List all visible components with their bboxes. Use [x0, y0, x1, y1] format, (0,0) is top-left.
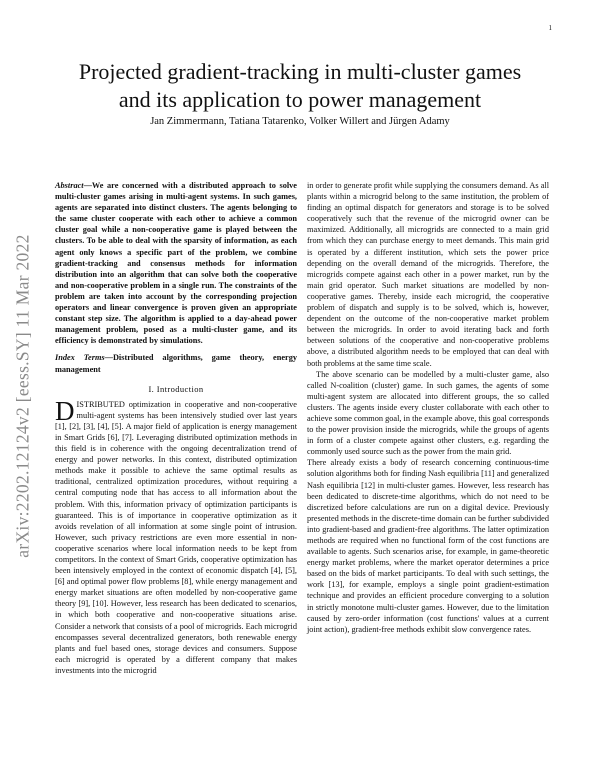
abstract-text: —We are concerned with a distributed approach to solve multi-cluster games arising in multi-agent systems. In such games, agents are separated into distinct clusters. The agents belonging to the same cluster cooperate with each other to achieve a common cluster goal while a non-cooperative game is played between the clusters. To be able to deal with the sparsity of information, as each agent only knows a specific part of the problem, we combine gradient-tracking and consensus methods for information distribution into an algorithm that can solve both the cooperative and non-cooperative problem in a single run. The constraints of the problem are taken into account by the corresponding projection operators and linear convergence is proven given an appropriate constant step size. The algorithm is applied to a day-ahead power management problem, posed as a multi-cluster game, and its efficiency is demonstrated by simulations.: [55, 181, 297, 346]
index-terms-text: —Distributed algorithms, game theory, energy management: [55, 353, 297, 374]
abstract-label: Abstract: [55, 181, 84, 190]
authors: Jan Zimmermann, Tatiana Tatarenko, Volker Willert and Jürgen Adamy: [150, 116, 450, 127]
left-column: [55, 180, 297, 676]
right-paragraph-3: There already exists a body of research concerning continuous-time solution algorithms both for finding Nash equilibria [11] and generalized Nash equilibria [12] in multi-cluster games. However, less research has been dedicated to discrete-time algorithms, which do not need to be discretized before calculations are run on a digital device. Previously presented methods in the discrete-time domain can be further subdivided into gradient-based and gradient-free algorithms. The latter optimization methods are required when no functional form of the cost functions are available to agents. Such scenarios arise, for example, in game-theoretic energy market problems, where the market operator determines a price based on the bids of market participants. To deal with such settings, the work [13], for example, employs a single point gradient-estimation technique and provides an efficient procedure converging to a solution in strictly monotone multi-cluster games. However, due to the limitation caused by zero-order information (cost functions' values at a current joint action), gradient-free methods exhibit slow convergence rates.: [307, 458, 549, 634]
page-number: 1: [548, 24, 552, 32]
right-paragraph-1: in order to generate profit while supplying the consumers demand. As all plants within a microgrid belong to the same institution, the problem of finding an optimal dispatch for generators and storage is to be solved cooperatively such that the revenue of the microgrid owner can be maximized. Additionally, all microgrids are connected to a main grid from which they can purchase energy to meet demands. This main grid is operated by a different institution, which sets the power price depending on the overall demand of the microgrids. Therefore, the microgrids compete against each other in a power market, run by the main grid operator. Such market situations are modelled by non-cooperative games. Thereby, inside each microgrid, the cooperative problem of dispatch and supply is to be solved, which is, however, dependent on the outcome of the non-cooperative market problem between the microgrids. In order to avoid iterating back and forth between solutions of the cooperative and non-cooperative problems above, a distributed algorithm needs to be employed that can deal with both problems at the same time scale.: [307, 181, 549, 368]
intro-paragraph: [55, 395, 297, 676]
abstract: [55, 180, 297, 346]
arxiv-stamp: [8, 186, 38, 606]
paper-title: [50, 58, 550, 114]
section-heading: I. Introduction: [148, 383, 204, 394]
right-column: [307, 180, 549, 635]
intro-text: ISTRIBUTED optimization in cooperative and non-cooperative multi-agent systems has been intensively studied over last years [1], [2], [3], [4], [5]. A major field of application is energy management in Smart Grids [6], [7]. Leveraging distributed optimization methods in this field is in coherence with the ongoing decentralization trend of energy and power networks. In this context, distributed optimization methods make it possible to achieve the same optimal results as traditional, centralized optimization procedures, without requiring a central computing node that has access to all information about the problem. With this, information privacy of optimization participants is guaranteed. This is of importance in cooperative optimization as it avoids revelation of all information at some single point of intrusion. However, such privacy restrictions are even more essential in non-cooperative scenarios where local information needs to be kept from competitors. In the context of Smart Grids, cooperative optimization has been intensively employed in the context of economic dispatch [4], [5], [6] and optimal power flow problems [8], while energy management and energy market situations are often modelled by non-cooperative game theory [9], [10]. However, less research has been dedicated to scenarios, in which both cooperative and non-cooperative situations arise. Consider a network that consists of a pool of microgrids. Each microgrid encompasses several decentralized generators, both renewable energy plants and fuel based ones, storage devices and consumers. Suppose each microgrid is operated by a different company that makes investments into the microgrid: [55, 399, 297, 675]
drop-cap: D: [55, 395, 75, 426]
index-terms: [55, 352, 297, 374]
index-terms-label: Index Terms: [55, 353, 105, 363]
right-paragraph-2: The above scenario can be modelled by a multi-cluster game, also called N-coalition (cluster) game. In such games, the agents of some multi-agent system are allocated into different groups, the so called clusters. The agents inside every cluster collaborate with each other to achieve some common goal, in the example above, this goal corresponds to the power provision inside the microgrids, while the groups of agents in form of a cluster compete against other clusters, e.g. regarding the commonly used source such as the power from the main grid.: [307, 369, 549, 457]
title-line-1: Projected gradient-tracking in multi-cluster games: [78, 59, 522, 84]
arxiv-stamp-text: arXiv:2202.12124v2 [eess.SY] 11 Mar 2022: [12, 234, 33, 558]
title-line-2: and its application to power management: [118, 87, 482, 112]
